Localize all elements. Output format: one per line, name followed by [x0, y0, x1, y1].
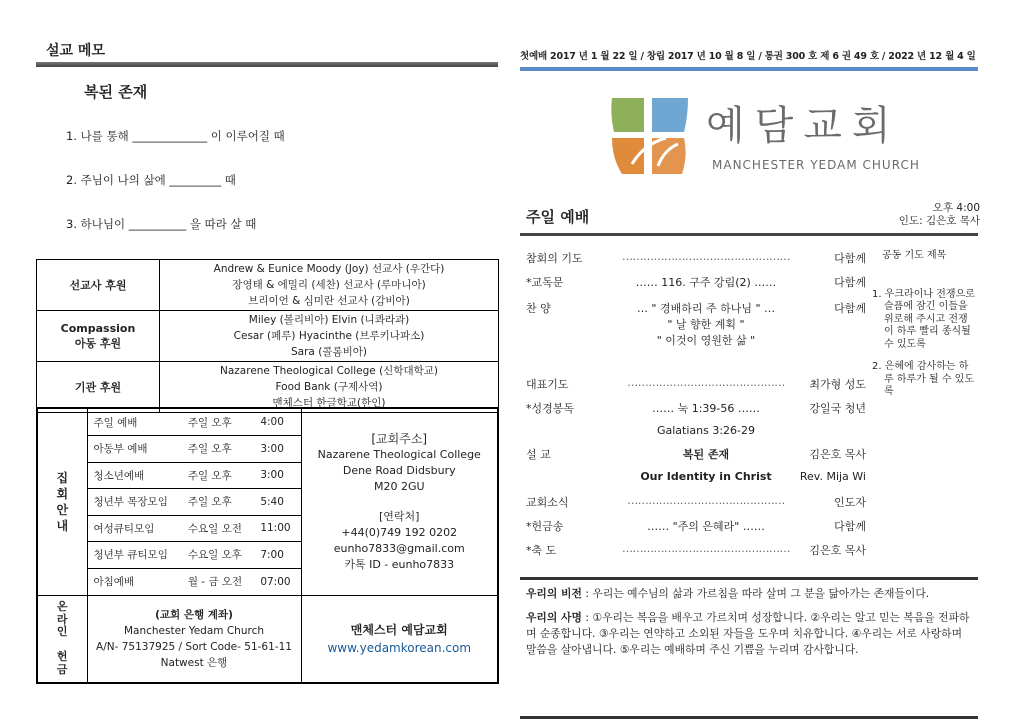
prayer-title: 공동 기도 제목 [882, 250, 947, 261]
service-divider [520, 233, 978, 236]
order-leader: Rev. Mija Wi [799, 470, 866, 483]
bank-line: Natwest 은행 [160, 656, 228, 669]
schedule-name: 아침예배 [93, 576, 135, 588]
schedule-row [88, 542, 301, 569]
schedule-row [88, 489, 301, 516]
contact-email[interactable]: eunho7833@gmail.com [333, 541, 465, 555]
online-label: 온 라 인 헌 금 [37, 595, 87, 683]
church-logo-icon [608, 94, 690, 178]
schedule-name: 주일 예배 [88, 409, 182, 436]
schedule-name: 청년부 큐티모임 [88, 542, 182, 569]
sponsor-label: 선교사 후원 [37, 260, 160, 311]
address-line: M20 2GU [373, 479, 425, 493]
sponsor-table [36, 259, 499, 413]
gathering-table [36, 407, 499, 684]
schedule-name: 여성큐티모임 [88, 515, 182, 542]
schedule-time: 07:00 [260, 575, 291, 588]
vision-text: : 우리는 예수님의 삶과 가르침을 따라 살며 그 분을 닮아가는 존재들이다. [581, 587, 930, 600]
schedule-day: 월 - 금 오전 [187, 576, 243, 588]
order-label: 찬 양 [526, 302, 551, 315]
order-detail: … " 경배하리 주 하나님 " … [636, 302, 776, 315]
order-row [526, 494, 866, 518]
order-detail: …… 116. 구주 강림(2) …… [635, 276, 777, 289]
schedule-row [88, 462, 301, 489]
order-leader: 다함께 [834, 302, 866, 315]
contact-cell [301, 408, 498, 595]
schedule-time: 4:00 [254, 409, 300, 436]
order-leader: 다함께 [834, 252, 866, 265]
vision-mission-box [520, 577, 978, 719]
order-label: 대표기도 [526, 378, 569, 391]
order-detail: ………………………………………… [622, 250, 790, 263]
order-row [526, 400, 866, 446]
order-detail: 복된 존재 [682, 448, 730, 461]
order-leader: 다함께 [834, 520, 866, 533]
sponsor-line: Miley (볼리비아) Elvin (니콰라과) [248, 314, 410, 326]
sponsor-row-compassion [37, 311, 499, 362]
order-leader: 강일국 청년 [809, 402, 866, 415]
order-detail: …… 눅 1:39-56 …… [652, 402, 760, 415]
order-detail: …… "주의 은혜라" …… [647, 520, 765, 533]
schedule-day: 주일 오후 [182, 436, 255, 463]
order-leader: 최가형 성도 [809, 378, 866, 391]
memo-blank-2: 2. 주님이 나의 삶에 _________ 때 [66, 173, 236, 187]
sponsor-label: 기관 후원 [37, 362, 160, 413]
mission-label: 우리의 사명 [526, 611, 582, 624]
schedule-row [88, 409, 301, 436]
gathering-row [37, 408, 498, 595]
order-row [526, 518, 866, 542]
memo-divider [36, 62, 498, 67]
contact-kakao: 카톡 ID - eunho7833 [344, 557, 455, 571]
church-logo [608, 92, 920, 182]
order-row [526, 376, 866, 400]
bank-title: (교회 은행 계좌) [155, 608, 233, 621]
order-of-service [526, 250, 866, 566]
bank-line: Manchester Yedam Church [123, 624, 265, 637]
sponsor-line: Andrew & Eunice Moody (Joy) 선교사 (우간다) [213, 263, 445, 275]
sponsor-line: 장영태 & 에밀리 (세찬) 선교사 (루마니아) [232, 279, 426, 291]
church-url-link[interactable]: www.yedamkorean.com [327, 640, 472, 655]
schedule-time: 3:00 [254, 462, 300, 489]
sponsor-lines [160, 311, 499, 362]
memo-sermon-title: 복된 존재 [84, 83, 148, 101]
service-leader: 인도: 김은호 목사 [898, 215, 980, 227]
bank-cell [87, 595, 301, 683]
schedule-day: 수요일 오후 [182, 542, 255, 569]
church-name: 맨체스터 예담교회 [350, 622, 448, 637]
schedule-time: 5:40 [254, 489, 300, 516]
order-leader: 김은호 목사 [809, 448, 866, 461]
order-leader: 김은호 목사 [809, 544, 866, 557]
schedule-day: 주일 오후 [182, 489, 255, 516]
mission-text: : ①우리는 복음을 배우고 가르치며 성장합니다. ②우리는 알고 믿는 복음을 전파하며 순종합니다. ③우리는 연약하고 소외된 자들을 도우며 치유합니다. ④우리는 서로 사랑하며 말씀을 살아냅니다. ⑤우리는 예배하며 주신 기쁨을 누리며 감사합니다. [526, 611, 970, 656]
sponsor-row-missionary [37, 260, 499, 311]
sponsor-lines [160, 362, 499, 413]
schedule-day: 수요일 오전 [182, 515, 255, 542]
schedule-time: 11:00 [254, 515, 300, 542]
schedule-name: 아동부 예배 [88, 436, 182, 463]
order-detail: ………………………………………… [622, 542, 790, 555]
order-label: 교회소식 [526, 496, 569, 509]
order-label: *헌금송 [526, 520, 564, 533]
order-detail: Galatians 3:26-29 [656, 424, 756, 437]
order-detail: " 이것이 영원한 삶 " [656, 334, 756, 347]
address-line: Dene Road Didsbury [342, 463, 456, 477]
prayer-requests [872, 250, 976, 409]
vision-statement [526, 586, 972, 602]
order-leader: 인도자 [834, 496, 866, 509]
schedule-day: 주일 오후 [182, 409, 255, 436]
order-detail: ……………………………………… [627, 494, 785, 507]
sponsor-label: Compassion 아동 후원 [37, 311, 160, 362]
sponsor-line: Cesar (페루) Hyacinthe (브루키나파소) [233, 330, 425, 342]
prayer-item: 1. 우크라이나 전쟁으로 슬픔에 잠긴 이들을 위로해 주시고 전쟁이 하루 빨리 종식될 수 있도록 [872, 288, 975, 350]
order-label: 참회의 기도 [526, 252, 583, 265]
online-row [37, 595, 498, 683]
bank-line: A/N- 75137925 / Sort Code- 51-61-11 [96, 640, 292, 653]
sponsor-line: 브리이언 & 심미란 선교사 (감비아) [248, 295, 410, 307]
schedule-row [88, 515, 301, 542]
memo-blanks [66, 114, 498, 246]
schedule-time: 3:00 [254, 436, 300, 463]
schedule-cell [87, 408, 301, 595]
sponsor-line: 맨체스터 한글학교(한인) [272, 397, 386, 409]
schedule-row [88, 568, 301, 595]
sermon-memo-section [36, 40, 498, 246]
logo-korean-text: 예담교회 [706, 103, 901, 149]
contact-title: [연락처] [379, 509, 420, 523]
service-meta [899, 202, 980, 228]
schedule-day: 주일 오후 [182, 462, 255, 489]
address-title: [교회주소] [371, 431, 428, 446]
sponsor-line: Nazarene Theological College (신학대학교) [220, 365, 438, 377]
sponsor-line: Sara (콜롬비아) [291, 346, 367, 358]
bulletin-section [520, 48, 980, 656]
schedule-time: 7:00 [254, 542, 300, 569]
contact-phone: +44(0)749 192 0202 [341, 525, 458, 539]
mission-statement [526, 610, 972, 658]
service-title: 주일 예배 [526, 208, 590, 226]
order-row [526, 250, 866, 274]
order-row [526, 446, 866, 494]
schedule-name: 청년부 목장모임 [88, 489, 182, 516]
order-label: *성경봉독 [526, 402, 575, 415]
bulletin-issue-line: 첫예배 2017 년 1 월 22 일 / 창립 2017 년 10 월 8 일 / 통권 300 호 제 6 권 49 호 / 2022 년 12 월 4 일 [520, 51, 976, 62]
order-detail: " 날 향한 계획 " [667, 318, 745, 331]
order-leader: 다함께 [834, 276, 866, 289]
sponsor-line: Food Bank (구제사역) [275, 381, 383, 393]
service-time: 오후 4:00 [932, 202, 980, 214]
address-line: Nazarene Theological College [317, 447, 481, 461]
order-detail: ……………………………………… [627, 376, 785, 389]
order-label: 설 교 [526, 448, 551, 461]
logo-english-text: MANCHESTER YEDAM CHURCH [712, 158, 920, 172]
sponsor-lines [160, 260, 499, 311]
memo-heading: 설교 메모 [46, 43, 105, 59]
header-bar [520, 67, 978, 71]
order-label: *축 도 [526, 544, 557, 557]
order-row [526, 274, 866, 300]
church-cell [301, 595, 498, 683]
gathering-label: 집 회 안 내 [37, 408, 87, 595]
schedule-name: 청소년예배 [88, 462, 182, 489]
memo-blank-3: 3. 하나님이 __________ 을 따라 살 때 [66, 217, 257, 231]
order-row [526, 300, 866, 376]
order-row [526, 542, 866, 566]
order-label: *교독문 [526, 276, 564, 289]
prayer-item: 2. 은혜에 감사하는 하루 하루가 될 수 있도록 [872, 361, 974, 397]
schedule-row [88, 436, 301, 463]
order-detail: Our Identity in Christ [640, 470, 772, 483]
memo-blank-1: 1. 나를 통해 _____________ 이 이루어질 때 [66, 129, 285, 143]
vision-label: 우리의 비전 [526, 587, 582, 600]
schedule-list [88, 409, 301, 595]
sponsor-row-institution [37, 362, 499, 413]
